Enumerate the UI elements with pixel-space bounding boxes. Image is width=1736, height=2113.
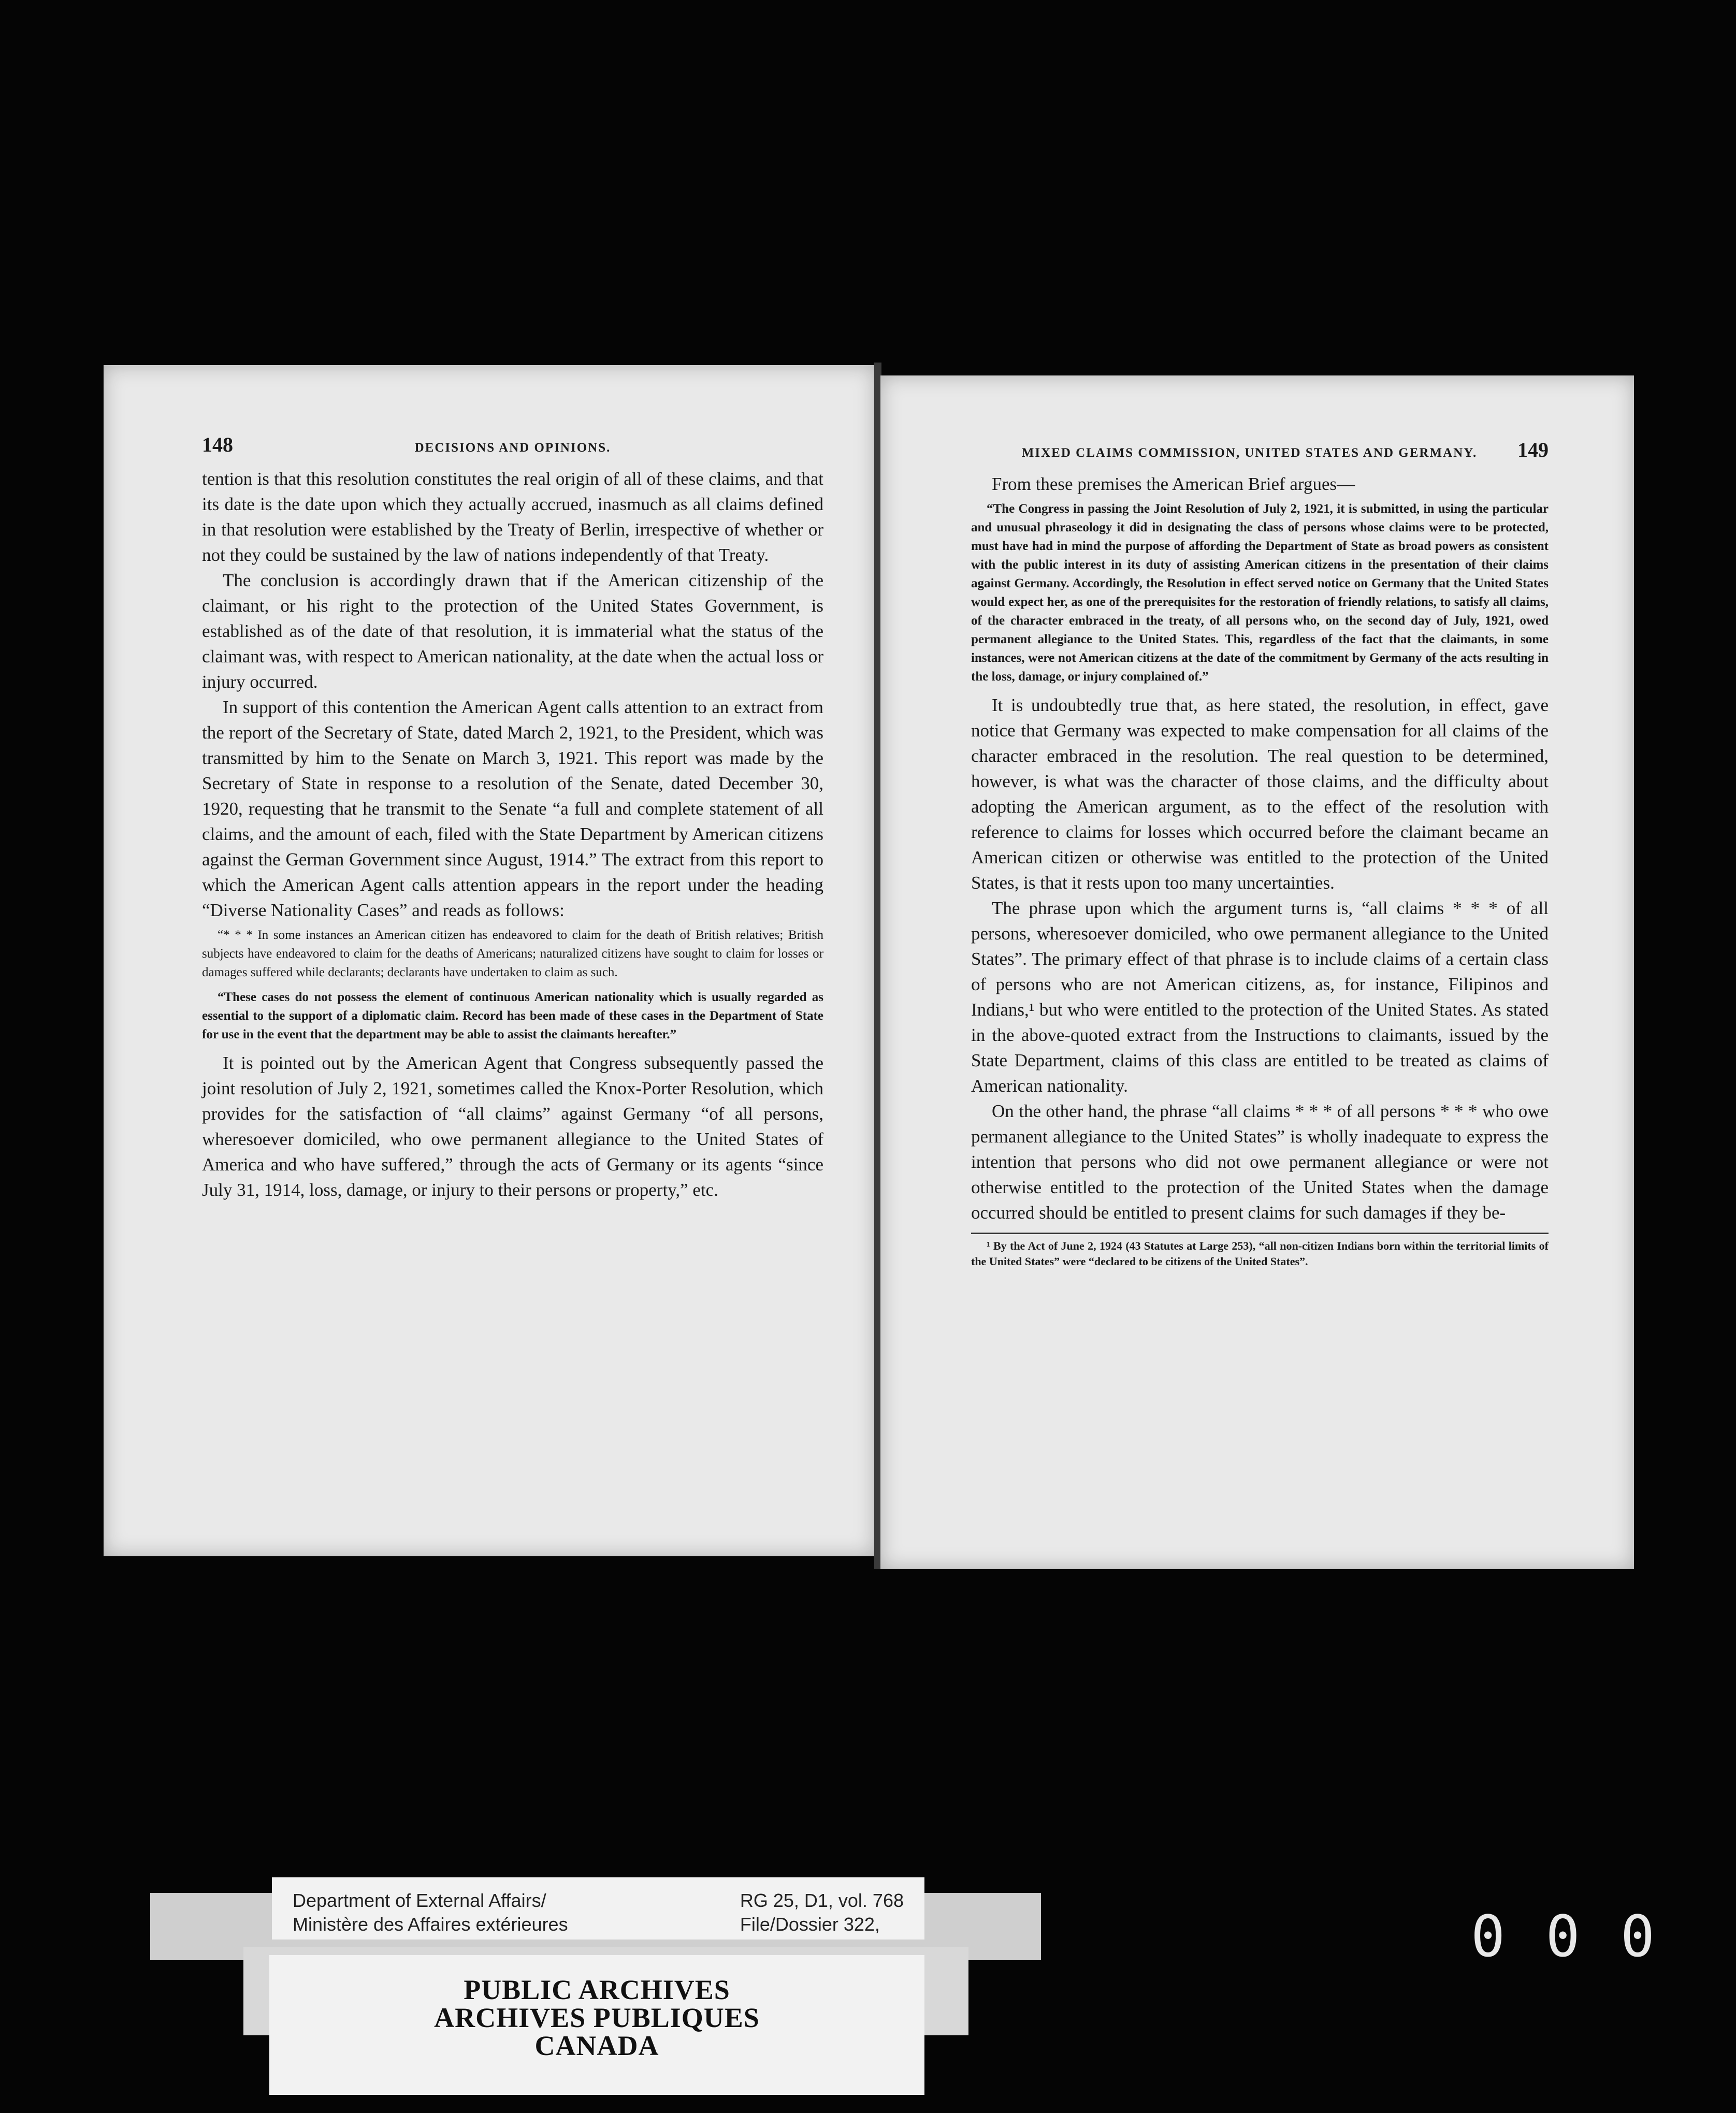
paragraph: From these premises the American Brief argues— bbox=[992, 474, 1355, 494]
right-page-header bbox=[971, 438, 1549, 462]
archives-stamp bbox=[269, 1955, 924, 2095]
paragraph: It is pointed out by the American Agent that Congress subsequently passed the joint resolution of July 2, 1921, sometimes called the Knox-Porter Resolution, which provides for the satisfaction of “all claims” against Germany “of all persons, wheresoever domiciled, who owe permanent allegiance to the United States of America and who have suffered,” through the acts of Germany or its agents “since July 31, 1914, loss, damage, or injury to their persons or property,” etc. bbox=[202, 1053, 823, 1200]
archive-reference-label bbox=[272, 1877, 924, 1940]
running-head: MIXED CLAIMS COMMISSION, UNITED STATES AND GERMANY. bbox=[1021, 446, 1478, 460]
block-quote: “The Congress in passing the Joint Resolution of July 2, 1921, it is submitted, in using the particular and unusual phraseology it did in designating the class of persons whose claims were to be protected, must have had in mind the purpose of affording the Department of State as broad powers as consistent with the public interest in its duty of assisting American citizens in the presentation of their claims against Germany. Accordingly, the Resolution in effect served notice on Germany that the United States would expect her, as one of the prerequisites for the restoration of friendly relations, to satisfy all claims, of the character embraced in the treaty, of all persons who, on the second day of July, 1921, owed permanent allegiance to the United States. This, regardless of the fact that the claimants, in some instances, were not American citizens at the date of the commitment by Germany of the acts resulting in the loss, damage, or injury complained of.” bbox=[971, 502, 1549, 684]
department-french: Ministère des Affaires extérieures bbox=[293, 1914, 568, 1935]
block-quote: “These cases do not possess the element of continuous American nationality which is usually regarded as essential to the support of a diplomatic claim. Record has been made of these cases in the Department of State for use in the event that the department may be able to assist the claimants hereafter.” bbox=[202, 990, 823, 1041]
stamp-line: PUBLIC ARCHIVES bbox=[464, 1974, 730, 2005]
page-number: 149 bbox=[1517, 438, 1549, 461]
right-page bbox=[880, 375, 1634, 1569]
frame-code: 0 0 0 bbox=[1471, 1903, 1658, 1970]
page-number: 148 bbox=[202, 433, 233, 456]
running-head: DECISIONS AND OPINIONS. bbox=[414, 441, 611, 455]
paragraph: tention is that this resolution constitutes the real origin of all of these claims, and that its date is the date upon which they actually accrued, inasmuch as all claims defined in that resolution were established by the Treaty of Berlin, irrespective of whether or not they could be sustained by the law of nations independently of that Treaty. bbox=[202, 469, 823, 565]
paragraph: On the other hand, the phrase “all claims * * * of all persons * * * who owe permanent allegiance to the United States” is wholly inadequate to express the intention that persons who did not owe permanent allegiance or were not otherwise entitled to the protection of the United States when the damage occurred should be entitled to present claims for such damages if they be- bbox=[971, 1101, 1549, 1223]
block-quote: “* * * In some instances an American citizen has endeavored to claim for the death of British relatives; British subjects have endeavored to claim for the deaths of Americans; naturalized citizens have sought to claim for losses or damages suffered while declarants; declarants have undertaken to claim as such. bbox=[202, 928, 823, 979]
footnote: ¹ By the Act of June 2, 1924 (43 Statutes at Large 253), “all non-citizen Indians born within the territorial limits of the United States” were “declared to be citizens of the United States”. bbox=[971, 1233, 1549, 1269]
stamp-line: CANADA bbox=[534, 2030, 659, 2061]
paragraph: It is undoubtedly true that, as here stated, the resolution, in effect, gave notice that Germany was expected to make compensation for all claims of the character embraced in the resolution. The real question to be determined, however, is what was the character of those claims, and the difficulty about adopting the American argument, as to the effect of the resolution with reference to claims for losses which occurred before the claimant became an American citizen or otherwise was entitled to the protection of the United States, is that it rests upon too many uncertainties. bbox=[971, 695, 1549, 893]
paragraph: The phrase upon which the argument turns is, “all claims * * * of all persons, wheresoever domiciled, who owe permanent allegiance to the United States”. The primary effect of that phrase is to include claims of a certain class of persons who are not American citizens, as, for instance, Filipinos and Indians,¹ but who were entitled to the protection of the United States. As stated in the above-quoted extract from the Instructions to claimants, issued by the State Department, claims of this class are entitled to be treated as claims of American nationality. bbox=[971, 898, 1549, 1096]
stamp-line: ARCHIVES PUBLIQUES bbox=[434, 2002, 760, 2033]
record-group: RG 25, D1, vol. 768 bbox=[740, 1890, 904, 1911]
file-number: File/Dossier 322, bbox=[740, 1914, 880, 1935]
paragraph: The conclusion is accordingly drawn that if the American citizenship of the claimant, or his right to the protection of the United States Government, is established as of the date of that resolution, it is immaterial what the status of the claimant was, with respect to American nationality, at the date when the actual loss or injury occurred. bbox=[202, 570, 823, 692]
department-english: Department of External Affairs/ bbox=[293, 1890, 546, 1911]
left-page-header bbox=[202, 432, 823, 457]
left-page bbox=[104, 365, 875, 1556]
paragraph: In support of this contention the American Agent calls attention to an extract from the report of the Secretary of State, dated March 2, 1921, to the President, which was transmitted by him to the Senate on March 3, 1921. This report was made by the Secretary of State in response to a resolution of the Senate, dated December 30, 1920, requesting that he transmit to the Senate “a full and complete statement of all claims, and the amount of each, filed with the State Department by American citizens against the German Government since August, 1914.” The extract from this report to which the American Agent calls attention appears in the report under the heading “Diverse Nationality Cases” and reads as follows: bbox=[202, 697, 823, 920]
